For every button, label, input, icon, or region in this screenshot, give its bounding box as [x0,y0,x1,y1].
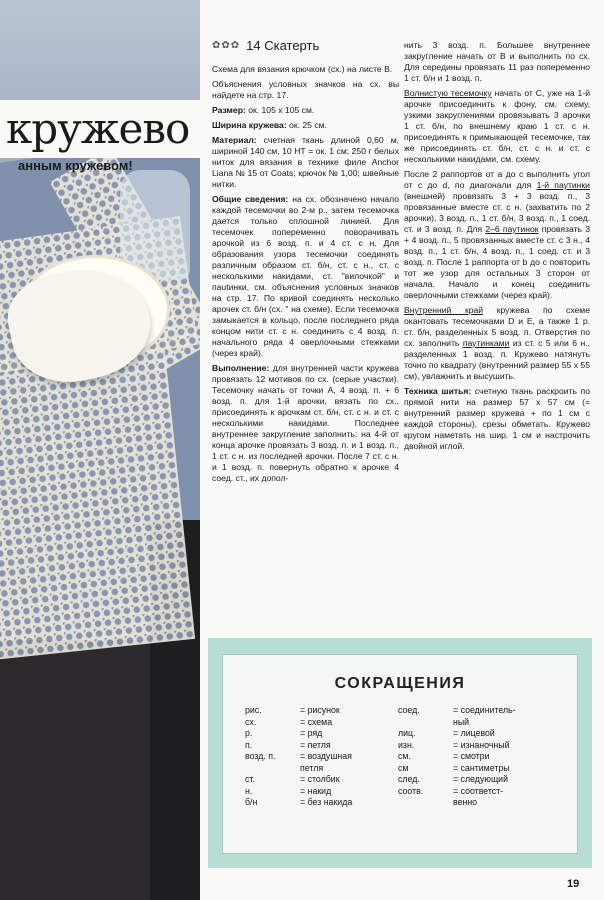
text-column-1 [212,64,399,488]
abbr-row [398,751,568,763]
abbr-value: венно [453,797,478,807]
abbr-row [398,717,568,729]
abbr-key: соотв. [398,785,424,796]
abbr-row [245,797,405,809]
abbreviations-left [245,705,405,809]
size-paragraph [212,105,399,116]
web1-label: 1-й паутинки [536,180,590,190]
material-paragraph [212,135,399,190]
abbr-row [398,774,568,786]
exec-paragraph [212,363,399,484]
size-label: Размер: [212,105,246,115]
abbr-row [245,728,405,740]
abbr-value: = столбик [300,774,340,784]
abbr-row [245,774,405,786]
abbr-row [398,740,568,752]
abbr-value: ный [453,716,470,727]
abbr-key: сх. [245,716,257,727]
abbr-key [398,717,453,729]
width-label: Ширина кружева: [212,120,287,130]
abbr-key: б/н [245,797,258,807]
sew-label: Техника шитья: [404,386,472,396]
abbr-row [245,705,405,717]
material-value: счетная ткань длиной 0,60 м, шириной 140 см, 10 НТ = ок. 1 см; 250 г белых ниток для вязания в технике филе Anchor Liana № 15 от Coats; крючок № 1,00; швейные нитки. [212,135,399,189]
abbr-row [245,717,405,729]
abbr-value: = сантиметры [453,762,510,773]
corner-text-a: После 2 раппортов от а до с выполнить угол от с до d, по диагонали для [404,169,590,190]
webs-label: паутинками [462,338,510,348]
abbr-value: = соединитель- [453,705,516,715]
banner-subtitle: анным кружевом! [18,158,133,173]
sew-value: счетную ткань раскроить по прямой нити на размер 57 x 57 см (= внутренний размер кружева + по 1 см с каждой стороны), срезы обметать. Кружево кругом наметать на шир. 1 см и настрочить двойной иглой. [404,386,590,451]
abbr-row [398,728,568,740]
inner-text-a: кружева по схеме окантовать тесемочками D и E, а также 1 р. ст. б/н, разделенных 5 возд. п. Отверстия по сх. заполнить [404,305,590,348]
corner-text-b: (внешней) провязать 3 + 3 возд. п., 3 провязанные вместе ст. с н. (захватить по 2 арочки), 3 возд. п., 1 ст. б/н, 3 возд. п., 1 соед. ст. и 3 возд. п. Для [404,191,590,234]
abbr-key [398,797,453,809]
inner-paragraph [404,305,590,382]
abbr-row [245,751,405,763]
wavy-label: Волнистую тесемочку [404,88,492,98]
banner-title: кружево [6,104,190,153]
abbr-row [398,763,568,775]
abbr-key: лиц. [398,728,416,738]
abbr-row [398,705,568,717]
size-value: ок. 105 x 105 см. [245,105,315,115]
abbr-key: н. [245,785,253,796]
abbreviations-title: СОКРАЩЕНИЯ [334,675,466,692]
general-paragraph [212,194,399,359]
abbr-key: п. [245,739,253,750]
symbols-note: Объяснения условных значков на сх. вы найдете на стр. 17. [212,79,399,100]
abbr-value: = воздушная [300,751,352,761]
abbr-key: возд. п. [245,751,276,761]
abbr-value: = рисунок [300,705,340,715]
abbr-value: = смотри [453,751,490,761]
material-label: Материал: [212,135,257,145]
general-value: на сх. обозначено начало каждой тесемочки во 2-м р., затем тесемочка дается только сплошной линией. Для тесемочек попеременно поворачивать арочкой из 6 возд. п. и 4 ст. с н. Для образования узора тесемочки соединять различным образом ст. б/н, ст. с н., ст. с несколькими накидами, ст. "вилочкой" и пautинки, см. объяснения условных значков на стр. 17. По кривой соединять несколько арочек ст. б/н (сх. " на схеме). Если тесемочка замыкается в кольцо, после последнего ряда концом нити ст. с н. соединить с 4 возд. п. начального ряда 4 оверлочными стежками (через край). [212,194,400,358]
wavy-paragraph [404,88,590,165]
abbr-key: рис. [245,705,262,715]
inner-text-b: из ст. с 5 или 6 н., разделенных 1 возд. п. Кружево натянуть точно по квадрату (внутренний размер 55 x 55 см), увлажнить и высушить. [404,338,590,381]
corner-paragraph [404,169,590,301]
flower-icons: ✿✿✿ [212,40,241,51]
abbr-row [245,763,405,775]
abbr-value: = лицевой [453,728,495,738]
abbr-value: = петля [300,739,331,750]
abbreviations-box [208,638,592,868]
abbr-value: петля [300,762,324,773]
abbr-value: = без накида [300,797,353,807]
article-title: 14 Скатерть [246,38,320,53]
continuation-paragraph: нить 3 возд. п. Большее внутреннее закругление начать от В и выполнить по сх. Для середины провязать 11 раз попеременно 1 ст. б/н и 1 возд. п. [404,40,590,83]
abbr-value: = изнаночный [453,739,510,750]
wavy-value: начать от С, уже на 1-й арочке присоединить к фону, см. схему, узкими закруглениями провязывать 3 арочки 1 ст. б/н, по внешнему краю 1 ст. с н. присоединять к примыкающей тесемочке, так же присоединять ст. б/н, ст. с н. и ст. с несколькими накидами, см. схему. [404,88,591,164]
abbr-row [398,797,568,809]
page-number: 19 [567,878,580,890]
abbr-value: = ряд [300,728,323,738]
abbr-row [245,740,405,752]
abbr-value: = накид [300,785,332,796]
abbr-key: ст. [245,774,255,784]
abbr-value: = следующий [453,774,509,784]
abbr-row [245,786,405,798]
scheme-note: Схема для вязания крючком (сх.) на листе В. [212,64,393,74]
inner-label: Внутренний край [404,305,484,315]
web2-label: 2–6 паутинок [485,224,539,234]
text-column-2 [404,40,590,456]
abbr-key: см. [398,751,411,761]
width-value: ок. 25 см. [286,120,327,130]
sew-paragraph [404,386,590,452]
article-heading [212,38,319,53]
lace-border [0,340,195,659]
width-paragraph [212,120,399,131]
abbreviations-right [398,705,568,809]
abbr-value: = схема [300,716,333,727]
exec-label: Выполнение: [212,363,270,373]
abbr-key: р. [245,728,253,738]
abbr-key: соед. [398,705,420,715]
abbr-value: = соответст- [453,785,504,796]
abbreviations-panel [222,654,578,854]
abbr-row [398,786,568,798]
abbr-key: см [398,762,409,773]
abbr-key [245,763,300,775]
general-label: Общие сведения: [212,194,289,204]
abbr-key: изн. [398,739,415,750]
abbr-key: след. [398,774,420,784]
exec-value: для внутренней части кружева провязать 12 мотивов по сх. (серые участки). Тесемочку начать от точки А, 4 возд. п. + 6 возд. п. для 1-й арочки, вязать по сх., присоединять к арочкам ст. б/н, ст. с н. и ст. с несколькими накидами. Последнее внутреннее закругление заполнить: на 4-й от конца арочке провязать 3 возд. п. и 1 возд. п., 1 ст. с н. из последней арочки. После 7 ст. с н. и 1 возд. п. повернуть обратно к арочке 4 соед. ст., их допол- [212,363,399,483]
corner-text-c: провязать 3 + 4 возд. п., 5 провязанных вместе ст. с 3 н., 4 возд. п., 1 ст. б/н, 4 возд. п., 1 соед. ст. и 3 возд. п. После 1 раппорта от b до с повторить тот же узор для остальных 3 сторон от начала. Начало и конец соединить оверлочными стежками (через край). [404,224,590,300]
